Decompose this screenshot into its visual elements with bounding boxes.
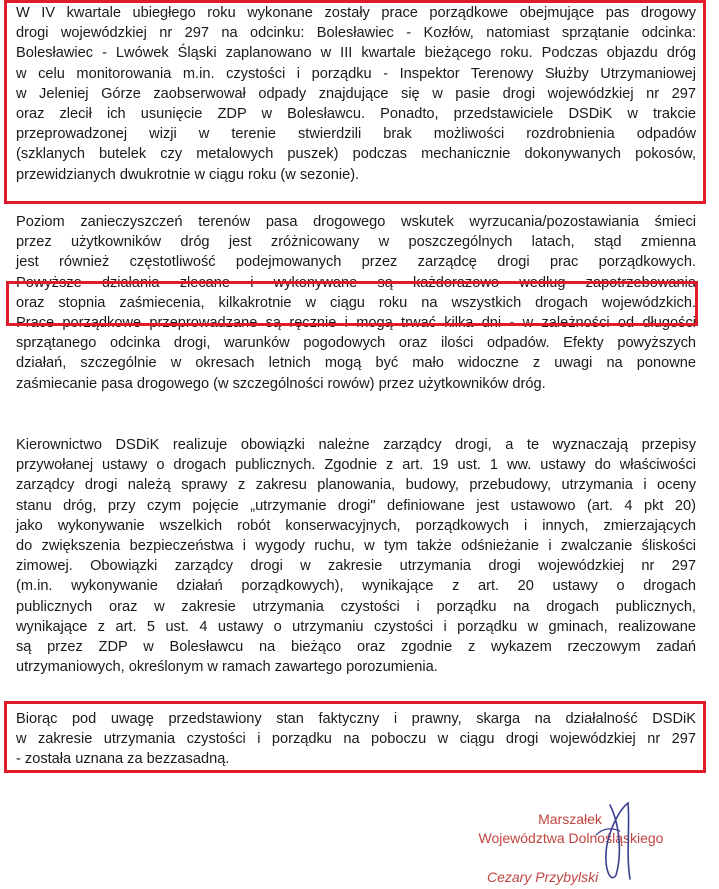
text-line: wynikające z art. 5 ust. 4 ustawy o utrzymaniu czystości i porządku w gminach, realizowane: [16, 618, 696, 635]
text-line: publicznych oraz w zakresie utrzymania czystości i porządku na drogach publicznych,: [16, 598, 696, 615]
text-line: przywołanej ustawy o drogach publicznych. Zgodnie z art. 19 ust. 1 ww. ustawy do właściwości: [16, 457, 696, 474]
text-line: zarządcy drogi należą sprawy z zakresu planowania, budowy, przebudowy, utrzymania i oceny: [16, 477, 696, 494]
text-line: utrzymaniowych, określonym w ramach zawartego porozumienia.: [16, 659, 438, 676]
text-line: jest również częstotliwość podejmowanych przez zarządcę drogi prac porządkowych.: [16, 254, 696, 271]
text-line: przewidzianych dwukrotnie w ciągu roku (w sezonie).: [16, 166, 360, 183]
paragraph-3: [16, 435, 696, 677]
text-line: drogi wojewódzkiej nr 297 na odcinku: Bolesławiec - Kozłów, natomiast sprzątanie odcinka:: [16, 25, 696, 42]
highlight-box-conclusion: [4, 701, 706, 773]
text-line: w celu monitorowania m.in. czystości i porządku - Inspektor Terenowy Służby Utrzymaniowej: [16, 65, 696, 82]
text-line: przez użytkowników dróg jest zróżnicowany w poszczególnych latach, stąd zmienna: [16, 234, 696, 251]
text-line: zaśmiecanie pasa drogowego (w szczególności rowów) przez użytkowników dróg.: [16, 375, 546, 392]
signature-title-line1: Marszałek: [538, 811, 602, 827]
text-line: w zakresie utrzymania czystości i porządku na poboczu w ciągu drogi wojewódzkiej nr 297: [16, 731, 696, 748]
text-line: - została uznana za bezzasadną.: [16, 751, 230, 768]
text-line: Poziom zanieczyszczeń terenów pasa drogowego wskutek wyrzucania/pozostawiania śmieci: [16, 214, 696, 230]
text-line: Kierownictwo DSDiK realizuje obowiązki należne zarządcy drogi, a te wyznaczają przepisy: [16, 437, 696, 453]
text-line: działań, szczególnie w okresach letnich mogą być mało widoczne z uwagi na ponowne: [16, 355, 696, 372]
highlight-box-sentence: [6, 281, 698, 326]
handwritten-signature-icon: [470, 795, 650, 889]
text-line: W IV kwartale ubiegłego roku wykonane zostały prace porządkowe obejmujące pas drogowy: [16, 5, 696, 21]
text-line: oraz zlecił ich usunięcie ZDP w Bolesławcu. Ponadto, przedstawiciele DSDiK w trakcie: [16, 106, 696, 123]
text-line: Prace porządkowe przeprowadzane są ręcznie i mogą trwać kilka dni - w zależności od długości: [16, 315, 696, 332]
text-line: stanu dróg, przy czym pojęcie „utrzymanie drogi" definiowane jest ustawowo (art. 4 pkt 20): [16, 497, 696, 514]
text-line: do zwiększenia bezpieczeństwa i wygody ruchu, w tym także odśnieżanie i zwalczanie śliskości: [16, 538, 696, 555]
text-line: są przez ZDP w Bolesławcu na bieżąco oraz zgodnie z wykazem rzeczowym zadań: [16, 639, 696, 656]
text-line: Biorąc pod uwagę przedstawiony stan faktyczny i prawny, skarga na działalność DSDiK: [16, 711, 696, 727]
signature-name: Cezary Przybylski: [487, 869, 599, 885]
text-line: zimowej. Obowiązki zarządcy drogi w zakresie utrzymania drogi wojewódzkiej nr 297: [16, 558, 696, 575]
text-line: (szklanych butelek czy metalowych puszek) podczas mechanicznie dokonywanych pokosów,: [16, 146, 696, 163]
signature-title-line2: Województwa Dolnośląskiego: [478, 830, 664, 846]
text-line: (m.in. wykonywanie działań porządkowych), wynikające z art. 20 ustawy o drogach: [16, 578, 696, 595]
highlight-box-paragraph-1: [4, 0, 706, 204]
text-line: przeprowadzonej wizji w terenie stwierdzili brak możliwości rozdrobnienia odpadów: [16, 126, 696, 143]
text-line: w Jeleniej Górze zaobserwował odpady znajdujące się w pasie drogi wojewódzkiej nr 297: [16, 85, 696, 102]
text-line: oraz stopnia zaśmiecenia, kilkakrotnie w ciągu roku na wszystkich drogach wojewódzkich.: [16, 294, 696, 311]
text-line: jako wykonywanie wszelkich robót konserwacyjnych, porządkowych i innych, zmierzających: [16, 517, 696, 534]
text-line: Bolesławiec - Lwówek Śląski zaplanowano w III kwartale bieżącego roku. Podczas objazdu dróg: [16, 45, 696, 62]
text-line: Powyższe działania zlecane i wykonywane są każdorazowo według zapotrzebowania: [16, 274, 696, 291]
text-line: sprzątanego odcinka drogi, warunków pogodowych oraz ilości odpadów. Efekty powyższych: [16, 335, 696, 352]
